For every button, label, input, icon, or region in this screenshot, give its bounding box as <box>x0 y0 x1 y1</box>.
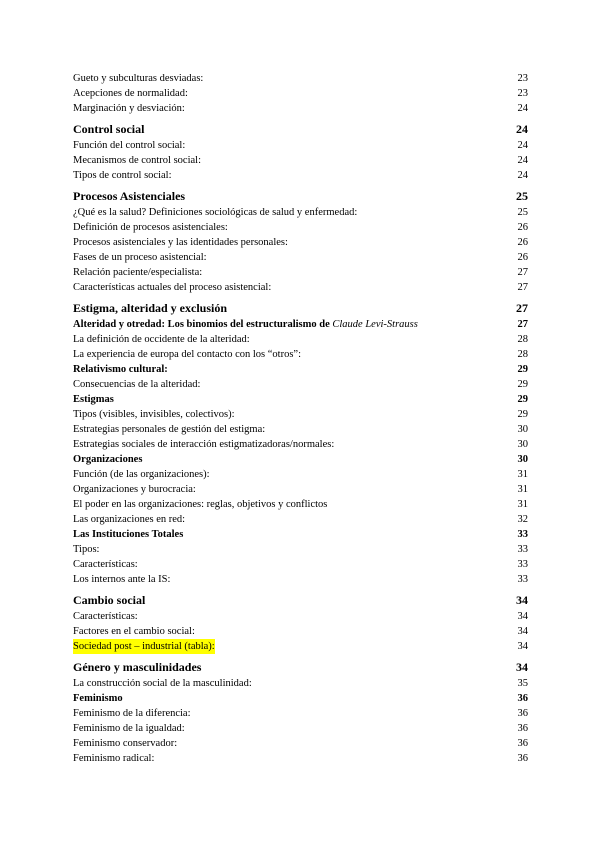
toc-page-number: 24 <box>516 122 528 136</box>
toc-label: Feminismo conservador: <box>73 738 178 749</box>
toc-entry[interactable] <box>73 557 528 572</box>
toc-entry[interactable] <box>73 138 528 153</box>
toc-label: Estrategias personales de gestión del estigma: <box>73 424 266 435</box>
toc-label: Definición de procesos asistenciales: <box>73 222 228 233</box>
toc-label: Las Instituciones Totales <box>73 529 184 540</box>
toc-page-number: 24 <box>517 170 528 181</box>
toc-label: El poder en las organizaciones: reglas, objetivos y conflictos <box>73 499 328 510</box>
toc-label: Función (de las organizaciones): <box>73 469 210 480</box>
toc-entry[interactable] <box>73 407 528 422</box>
toc-page-number: 35 <box>517 678 528 689</box>
toc-page-number: 23 <box>517 88 528 99</box>
toc-page-number: 30 <box>517 424 528 435</box>
toc-entry[interactable] <box>73 205 528 220</box>
toc-label: Mecanismos de control social: <box>73 155 202 166</box>
toc-entry[interactable] <box>73 512 528 527</box>
toc-page-number: 34 <box>517 611 528 622</box>
toc-label: Estigma, alteridad y exclusión <box>73 301 228 315</box>
toc-entry[interactable] <box>73 706 528 721</box>
toc-label-italic: Claude Levi-Strauss <box>332 319 418 330</box>
toc-label: Consecuencias de la alteridad: <box>73 379 201 390</box>
toc-page-number: 30 <box>517 454 528 465</box>
toc-label: Características actuales del proceso asistencial: <box>73 282 272 293</box>
toc-entry[interactable] <box>73 467 528 482</box>
toc-entry[interactable] <box>73 422 528 437</box>
toc-entry[interactable] <box>73 332 528 347</box>
toc-page-number: 33 <box>517 544 528 555</box>
toc-entry-highlighted[interactable] <box>73 639 528 654</box>
toc-page-number: 36 <box>517 708 528 719</box>
toc-subsection-heading[interactable] <box>73 691 528 706</box>
toc-label: Acepciones de normalidad: <box>73 88 188 99</box>
toc-label: Feminismo de la igualdad: <box>73 723 185 734</box>
toc-label: Factores en el cambio social: <box>73 626 195 637</box>
toc-page-number: 36 <box>517 723 528 734</box>
toc-page-number: 31 <box>517 484 528 495</box>
toc-page-number: 29 <box>517 379 528 390</box>
toc-label-wrapper <box>73 317 418 332</box>
toc-label: Género y masculinidades <box>73 660 202 674</box>
toc-entry[interactable] <box>73 71 528 86</box>
toc-entry[interactable] <box>73 265 528 280</box>
toc-entry[interactable] <box>73 482 528 497</box>
toc-label: La experiencia de europa del contacto con los “otros”: <box>73 349 301 360</box>
toc-page-number: 24 <box>517 155 528 166</box>
toc-page-number: 24 <box>517 140 528 151</box>
toc-entry[interactable] <box>73 676 528 691</box>
toc-page-number: 29 <box>517 409 528 420</box>
toc-label: La definición de occidente de la alteridad: <box>73 334 250 345</box>
toc-page-number: 26 <box>517 252 528 263</box>
toc-page-number: 36 <box>517 693 528 704</box>
toc-label: Características: <box>73 611 138 622</box>
toc-label: Estrategias sociales de interacción estigmatizadoras/normales: <box>73 439 335 450</box>
toc-page-number: 36 <box>517 738 528 749</box>
toc-label: Alteridad y otredad: Los binomios del estructuralismo de <box>73 319 330 330</box>
toc-label: Características: <box>73 559 138 570</box>
toc-entry[interactable] <box>73 220 528 235</box>
toc-page-number: 27 <box>517 319 528 330</box>
toc-page-number: 25 <box>516 189 528 203</box>
toc-page-number: 27 <box>517 267 528 278</box>
toc-label: Las organizaciones en red: <box>73 514 186 525</box>
toc-label: Organizaciones <box>73 454 143 465</box>
toc-entry[interactable] <box>73 721 528 736</box>
toc-label: Fases de un proceso asistencial: <box>73 252 207 263</box>
toc-subsection-heading[interactable] <box>73 392 528 407</box>
toc-subsection-heading[interactable] <box>73 317 528 332</box>
toc-page-number: 23 <box>517 73 528 84</box>
toc-page-number: 36 <box>517 753 528 764</box>
toc-label: Organizaciones y burocracia: <box>73 484 196 495</box>
toc-entry[interactable] <box>73 101 528 116</box>
toc-subsection-heading[interactable] <box>73 452 528 467</box>
table-of-contents <box>73 71 528 766</box>
toc-page-number: 34 <box>517 626 528 637</box>
toc-page-number: 26 <box>517 222 528 233</box>
toc-subsection-heading[interactable] <box>73 527 528 542</box>
toc-page-number: 34 <box>516 593 528 607</box>
toc-entry[interactable] <box>73 751 528 766</box>
toc-label: Marginación y desviación: <box>73 103 185 114</box>
toc-page-number: 25 <box>517 207 528 218</box>
toc-label-highlighted: Sociedad post – industrial (tabla): <box>73 641 215 652</box>
toc-section-heading[interactable] <box>73 300 528 317</box>
toc-entry[interactable] <box>73 347 528 362</box>
toc-entry[interactable] <box>73 250 528 265</box>
toc-section-heading[interactable] <box>73 659 528 676</box>
toc-label: Los internos ante la IS: <box>73 574 171 585</box>
toc-page-number: 24 <box>517 103 528 114</box>
toc-label: Estigmas <box>73 394 114 405</box>
toc-label: Control social <box>73 122 145 136</box>
toc-page-number: 33 <box>517 559 528 570</box>
toc-page-number: 31 <box>517 499 528 510</box>
toc-page-number: 32 <box>517 514 528 525</box>
toc-section-heading[interactable] <box>73 592 528 609</box>
toc-entry[interactable] <box>73 609 528 624</box>
toc-page-number: 28 <box>517 349 528 360</box>
toc-label: Gueto y subculturas desviadas: <box>73 73 204 84</box>
toc-entry[interactable] <box>73 235 528 250</box>
toc-label: Feminismo radical: <box>73 753 155 764</box>
toc-entry[interactable] <box>73 542 528 557</box>
toc-label: La construcción social de la masculinidad: <box>73 678 252 689</box>
toc-entry[interactable] <box>73 86 528 101</box>
toc-label: Función del control social: <box>73 140 186 151</box>
toc-entry[interactable] <box>73 280 528 295</box>
toc-entry[interactable] <box>73 736 528 751</box>
toc-entry[interactable] <box>73 377 528 392</box>
toc-label: Procesos Asistenciales <box>73 189 186 203</box>
toc-entry[interactable] <box>73 153 528 168</box>
toc-page-number: 29 <box>517 364 528 375</box>
toc-page-number: 31 <box>517 469 528 480</box>
toc-entry[interactable] <box>73 624 528 639</box>
toc-entry[interactable] <box>73 168 528 183</box>
toc-page-number: 26 <box>517 237 528 248</box>
toc-section-heading[interactable] <box>73 121 528 138</box>
toc-page-number: 29 <box>517 394 528 405</box>
toc-page-number: 30 <box>517 439 528 450</box>
toc-label: Tipos de control social: <box>73 170 172 181</box>
toc-label: Feminismo <box>73 693 123 704</box>
toc-page-number: 33 <box>517 574 528 585</box>
toc-entry[interactable] <box>73 572 528 587</box>
toc-page-number: 33 <box>517 529 528 540</box>
toc-label: Feminismo de la diferencia: <box>73 708 191 719</box>
toc-entry[interactable] <box>73 497 528 512</box>
toc-label: Relativismo cultural: <box>73 364 168 375</box>
toc-label: Tipos: <box>73 544 100 555</box>
toc-label: ¿Qué es la salud? Definiciones sociológicas de salud y enfermedad: <box>73 207 358 218</box>
toc-page-number: 27 <box>517 282 528 293</box>
toc-page-number: 28 <box>517 334 528 345</box>
toc-page-number: 27 <box>516 301 528 315</box>
toc-label: Cambio social <box>73 593 146 607</box>
toc-label: Relación paciente/especialista: <box>73 267 203 278</box>
toc-subsection-heading[interactable] <box>73 362 528 377</box>
toc-entry[interactable] <box>73 437 528 452</box>
toc-page-number: 34 <box>516 660 528 674</box>
toc-label: Tipos (visibles, invisibles, colectivos): <box>73 409 235 420</box>
toc-section-heading[interactable] <box>73 188 528 205</box>
toc-page-number: 34 <box>517 641 528 652</box>
toc-label: Procesos asistenciales y las identidades personales: <box>73 237 288 248</box>
